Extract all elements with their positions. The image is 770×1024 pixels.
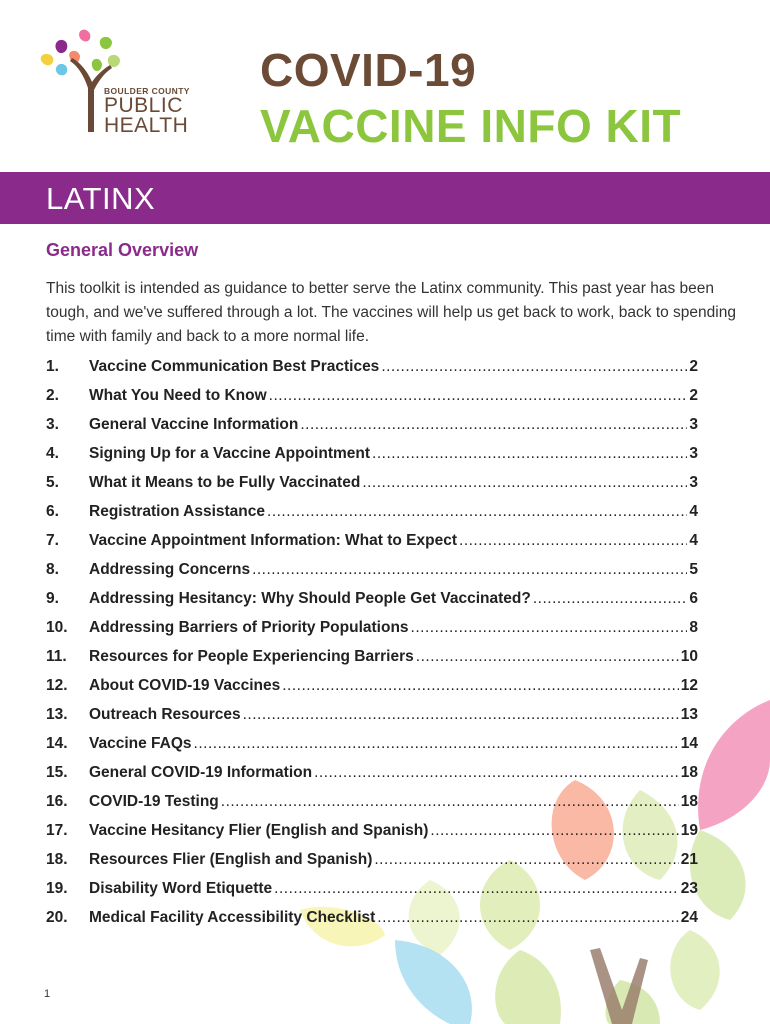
- toc-dot-leader: [194, 735, 679, 753]
- toc-entry-number: 16.: [46, 793, 68, 810]
- green-leaf: [670, 930, 719, 1010]
- blue-leaf: [395, 940, 472, 1024]
- toc-entry[interactable]: [46, 793, 698, 822]
- toc-entry-title: Signing Up for a Vaccine Appointment: [89, 445, 371, 462]
- toc-entry-title: Vaccine FAQs: [89, 735, 192, 752]
- toc-entry-title: General COVID-19 Information: [89, 764, 313, 781]
- overview-intro: This toolkit is intended as guidance to better serve the Latinx community. This past year has been tough, and we've suffered through a lot. The vaccines will help us get back to work, back to spending time with family and back to a more normal life.: [46, 280, 736, 345]
- toc-entry-page: 23: [680, 880, 698, 897]
- toc-entry[interactable]: [46, 677, 698, 706]
- toc-entry[interactable]: [46, 416, 698, 445]
- toc-entry-number: 17.: [46, 822, 68, 839]
- toc-dot-leader: [314, 764, 679, 782]
- toc-dot-leader: [374, 851, 678, 869]
- toc-dot-leader: [459, 532, 687, 550]
- pink-leaf: [698, 700, 770, 830]
- toc-entry[interactable]: [46, 735, 698, 764]
- toc-entry-page: 12: [680, 677, 698, 694]
- toc-entry-number: 5.: [46, 474, 59, 491]
- toc-entry-number: 13.: [46, 706, 68, 723]
- toc-entry-number: 9.: [46, 590, 59, 607]
- toc-entry-page: 4: [689, 503, 698, 520]
- toc-entry[interactable]: [46, 706, 698, 735]
- section-banner: [0, 172, 770, 224]
- toc-entry-page: 8: [689, 619, 698, 636]
- toc-entry-page: 3: [689, 445, 698, 462]
- toc-entry-number: 15.: [46, 764, 68, 781]
- toc-entry-number: 20.: [46, 909, 68, 926]
- overview-heading: General Overview: [46, 240, 199, 260]
- toc-entry-page: 3: [689, 474, 698, 491]
- toc-dot-leader: [269, 387, 688, 405]
- toc-entry-title: Registration Assistance: [89, 503, 266, 520]
- toc-dot-leader: [300, 416, 687, 434]
- toc-entry-number: 12.: [46, 677, 68, 694]
- toc-dot-leader: [381, 358, 687, 376]
- toc-entry-title: Disability Word Etiquette: [89, 880, 273, 897]
- toc-entry-page: 14: [680, 735, 698, 752]
- toc-dot-leader: [411, 619, 688, 637]
- toc-entry-number: 8.: [46, 561, 59, 578]
- toc-entry[interactable]: [46, 358, 698, 387]
- page-number: 1: [44, 988, 51, 1000]
- document-title-line2: VACCINE INFO KIT: [260, 100, 682, 152]
- document-title-line1: COVID-19: [260, 44, 477, 96]
- toc-entry-number: 4.: [46, 445, 59, 462]
- logo-wordmark: [104, 86, 190, 136]
- toc-entry[interactable]: [46, 474, 698, 503]
- toc-entry[interactable]: [46, 648, 698, 677]
- toc-dot-leader: [362, 474, 687, 492]
- toc-entry-number: 1.: [46, 358, 59, 375]
- green-leaf: [495, 950, 561, 1024]
- toc-entry-page: 5: [689, 561, 698, 578]
- toc-entry-number: 19.: [46, 880, 68, 897]
- toc-entry-page: 21: [680, 851, 698, 868]
- toc-entry-page: 6: [689, 590, 698, 607]
- toc-dot-leader: [533, 590, 688, 608]
- toc-dot-leader: [221, 793, 679, 811]
- toc-entry-page: 10: [680, 648, 698, 665]
- toc-entry[interactable]: [46, 561, 698, 590]
- toc-entry[interactable]: [46, 619, 698, 648]
- toc-entry-page: 18: [680, 764, 698, 781]
- toc-entry[interactable]: [46, 445, 698, 474]
- toc-dot-leader: [372, 445, 687, 463]
- toc-entry-number: 3.: [46, 416, 59, 433]
- banner-label: LATINX: [46, 181, 156, 216]
- toc-entry[interactable]: [46, 822, 698, 851]
- table-of-contents: [46, 358, 698, 938]
- toc-entry-page: 19: [680, 822, 698, 839]
- toc-entry-title: COVID-19 Testing: [89, 793, 219, 810]
- toc-entry-page: 24: [680, 909, 698, 926]
- green-leaf: [690, 830, 746, 920]
- toc-entry[interactable]: [46, 503, 698, 532]
- toc-dot-leader: [282, 677, 679, 695]
- toc-entry-page: 2: [689, 387, 698, 404]
- toc-entry-title: General Vaccine Information: [89, 416, 299, 433]
- toc-entry-number: 2.: [46, 387, 59, 404]
- toc-entry-page: 13: [680, 706, 698, 723]
- toc-entry[interactable]: [46, 532, 698, 561]
- toc-entry-number: 6.: [46, 503, 59, 520]
- logo-org-line1: BOULDER COUNTY: [104, 86, 190, 96]
- toc-entry-page: 18: [680, 793, 698, 810]
- logo-org-line3: HEALTH: [104, 114, 189, 137]
- toc-entry-number: 14.: [46, 735, 68, 752]
- toc-entry-number: 11.: [46, 648, 67, 665]
- toc-entry[interactable]: [46, 590, 698, 619]
- logo-org-line2: PUBLIC: [104, 94, 183, 117]
- toc-entry-page: 2: [689, 358, 698, 375]
- toc-entry[interactable]: [46, 880, 698, 909]
- toc-dot-leader: [430, 822, 678, 840]
- toc-dot-leader: [274, 880, 679, 898]
- toc-entry[interactable]: [46, 387, 698, 416]
- toc-entry-title: Outreach Resources: [89, 706, 241, 723]
- toc-entry-title: Resources for People Experiencing Barriers: [89, 648, 414, 665]
- toc-entry-page: 3: [689, 416, 698, 433]
- toc-dot-leader: [243, 706, 679, 724]
- toc-entry[interactable]: [46, 909, 698, 938]
- toc-entry-number: 7.: [46, 532, 59, 549]
- toc-entry-title: Vaccine Hesitancy Flier (English and Spanish): [89, 822, 429, 839]
- toc-entry-title: Addressing Concerns: [89, 561, 251, 578]
- toc-entry-title: Vaccine Communication Best Practices: [89, 358, 380, 375]
- toc-entry-title: What You Need to Know: [89, 387, 267, 404]
- toc-entry-title: What it Means to be Fully Vaccinated: [89, 474, 361, 491]
- toc-entry[interactable]: [46, 764, 698, 793]
- toc-dot-leader: [267, 503, 687, 521]
- toc-entry-title: About COVID-19 Vaccines: [89, 677, 281, 694]
- toc-dot-leader: [252, 561, 687, 579]
- toc-entry-title: Addressing Hesitancy: Why Should People Get Vaccinated?: [89, 590, 531, 607]
- toc-entry-title: Medical Facility Accessibility Checklist: [89, 909, 376, 926]
- toc-entry-title: Vaccine Appointment Information: What to Expect: [89, 532, 458, 549]
- toc-entry-number: 18.: [46, 851, 68, 868]
- toc-entry-page: 4: [689, 532, 698, 549]
- toc-entry-title: Addressing Barriers of Priority Populations: [89, 619, 409, 636]
- toc-dot-leader: [377, 909, 678, 927]
- toc-entry-number: 10.: [46, 619, 68, 636]
- toc-entry-title: Resources Flier (English and Spanish): [89, 851, 373, 868]
- toc-dot-leader: [416, 648, 679, 666]
- toc-entry[interactable]: [46, 851, 698, 880]
